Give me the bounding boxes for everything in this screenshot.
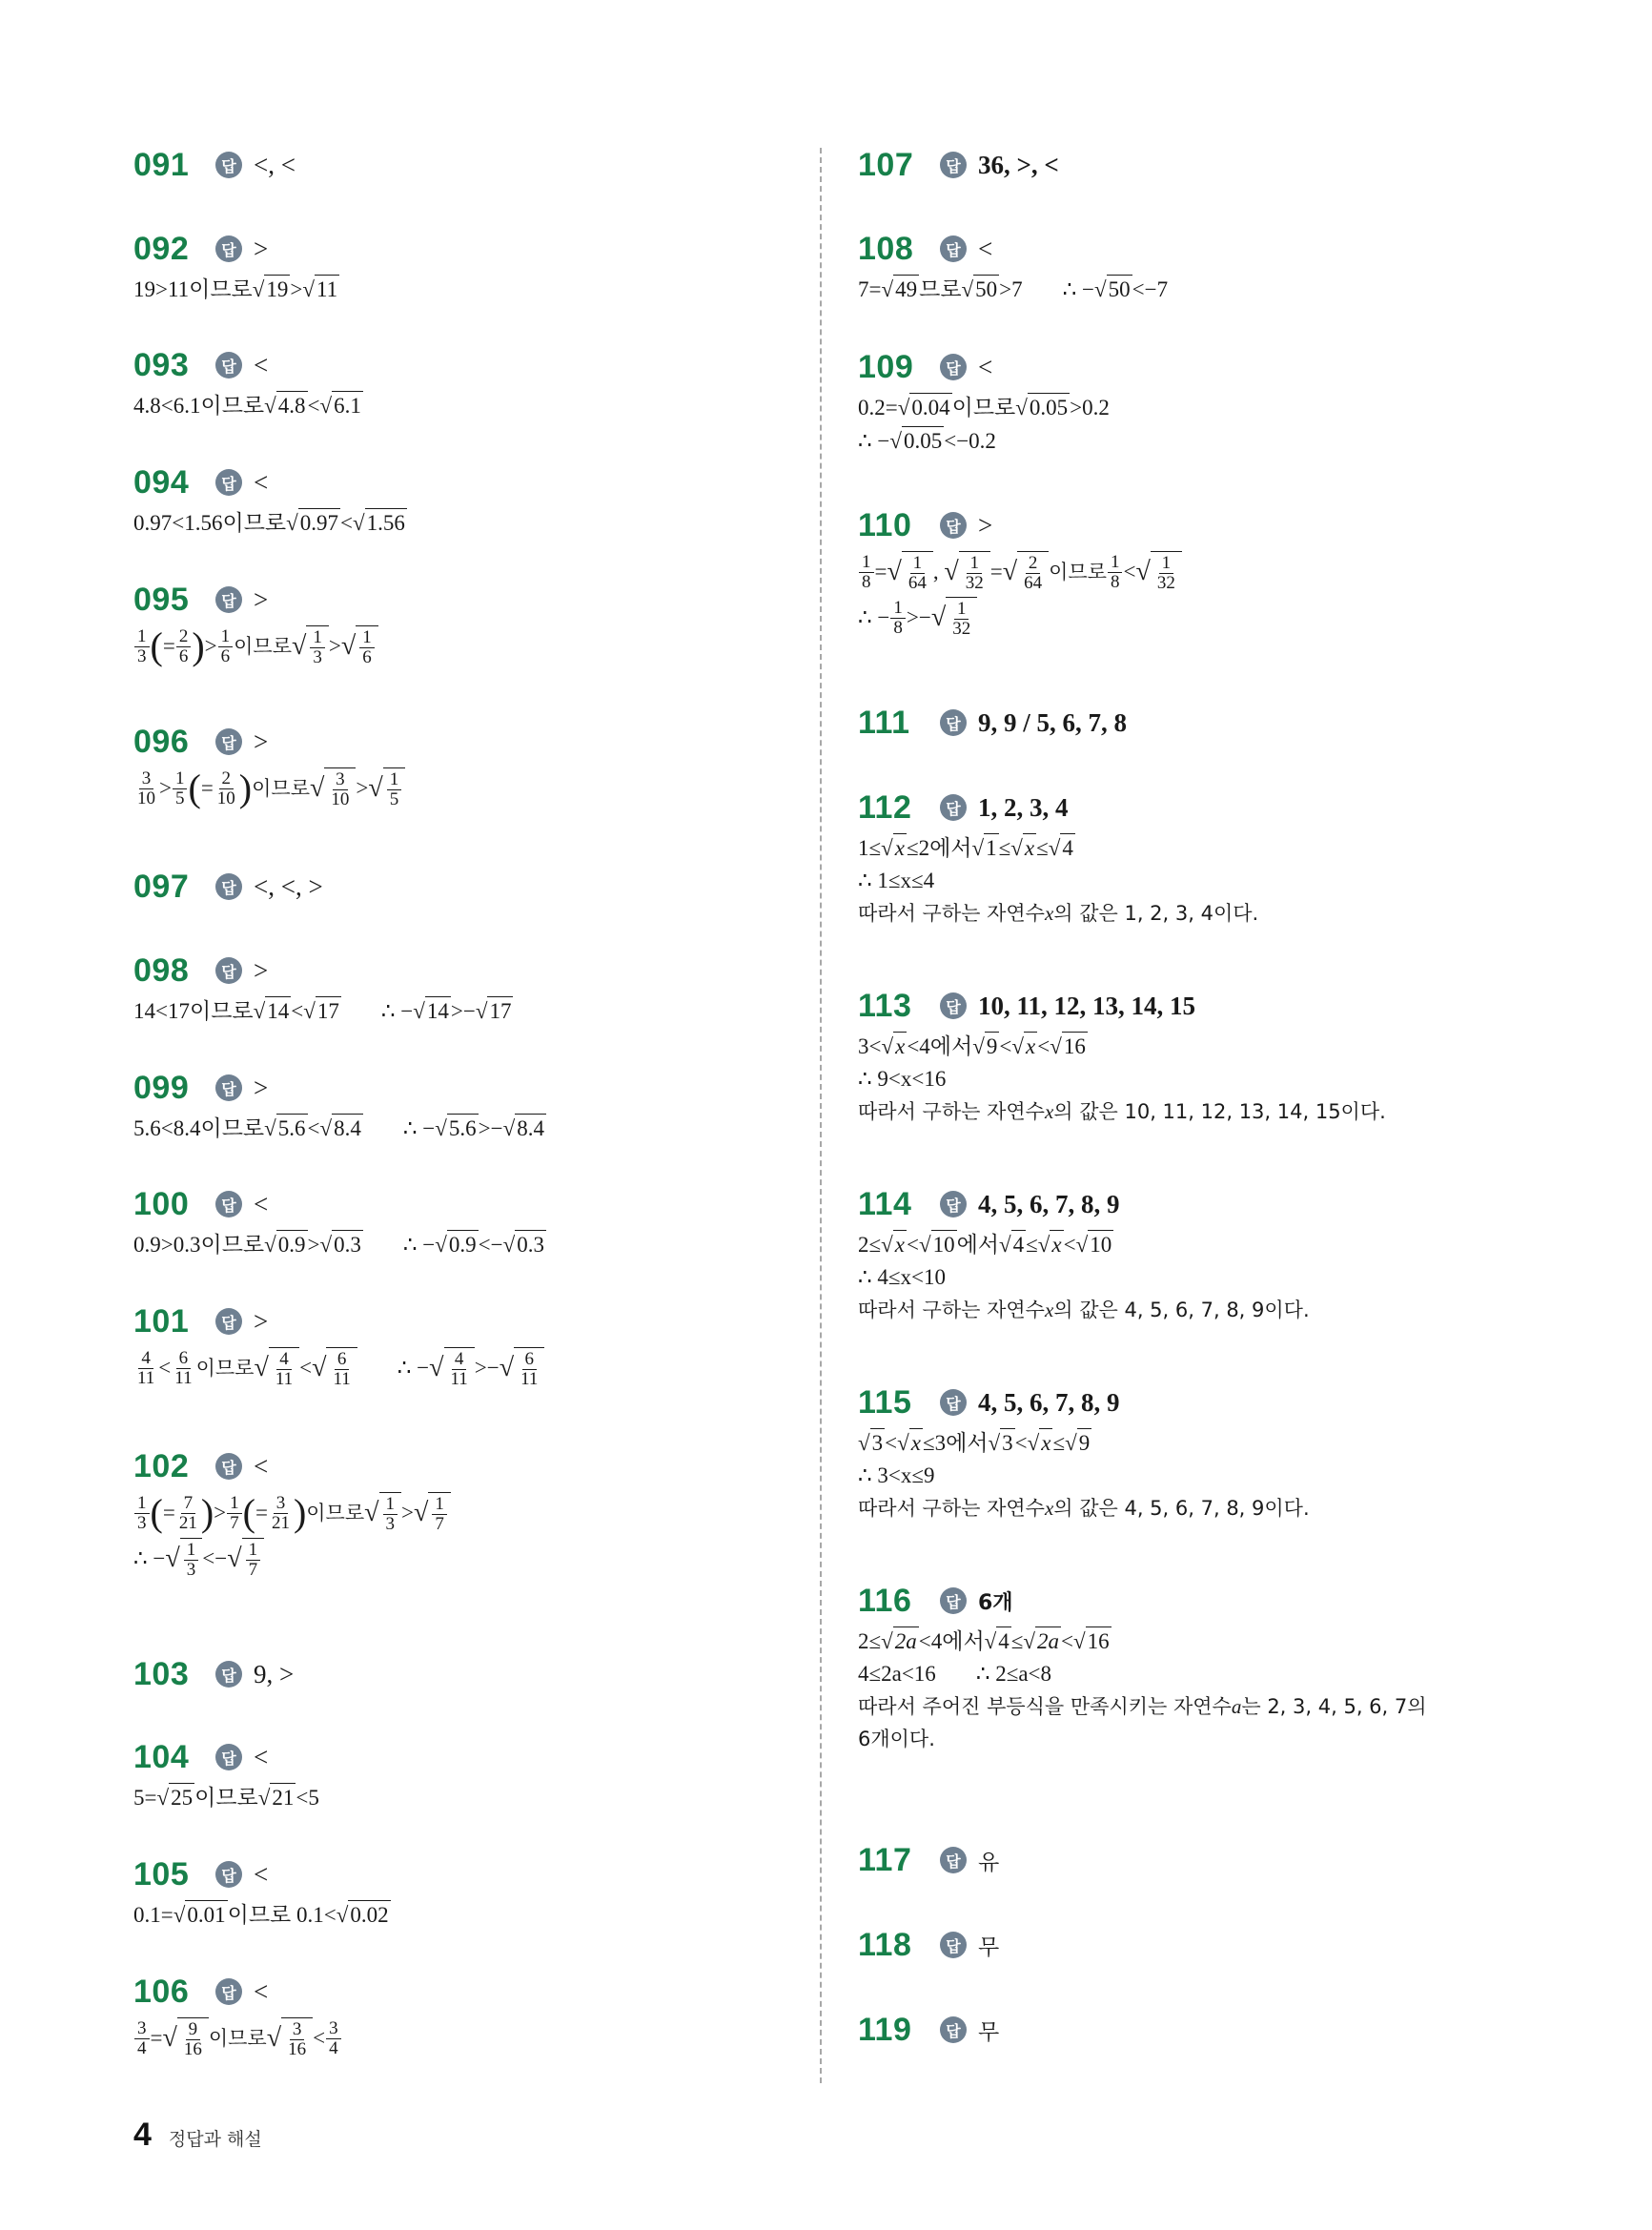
answer: >: [254, 726, 269, 756]
radicand: 6.1: [332, 391, 363, 420]
radicand: 8.4: [515, 1114, 546, 1143]
text: 에서: [956, 1232, 1000, 1257]
problem-117: [858, 1838, 999, 1882]
solution-line: $\frac{4}{11}$ < $\frac{6}{11}$ 이므로 √ $\frac{4}{11}$ < √ $\frac{6}{11}$ ∴ − √ $\frac{4}{11}$ >− √ $\frac{6}{11}$: [133, 1347, 544, 1389]
solution-line: √ 3 < √ x ≤3에서 √ 3 < √ x ≤ √ 9: [858, 1428, 1310, 1458]
solution-line: [858, 1494, 1310, 1523]
answer: <: [254, 467, 269, 497]
radicand: 0.02: [348, 1900, 390, 1930]
answer: 36, >, <: [978, 150, 1059, 179]
answer-badge-icon: 답: [940, 2016, 967, 2043]
text: 4.8<6.1이므로: [133, 393, 265, 418]
radicand: x: [1050, 1230, 1063, 1259]
radicand: 1: [984, 833, 999, 863]
text: <: [1063, 1232, 1076, 1257]
answer: <, <: [254, 150, 296, 179]
solution-line: ∴ − $\frac{1}{8}$ >− √ $\frac{1}{32}$: [858, 597, 1182, 639]
radicand: 4: [1060, 833, 1075, 863]
problem-number: 114: [858, 1185, 912, 1222]
text: >: [307, 1232, 320, 1257]
radicand: 0.01: [185, 1900, 227, 1930]
text: >: [290, 276, 303, 301]
answer-badge-icon: 답: [215, 873, 242, 900]
problem-number: 117: [858, 1841, 912, 1878]
answer-badge-icon: 답: [940, 992, 967, 1019]
text: <−0.2: [944, 428, 996, 453]
text: ∴ −: [402, 1115, 436, 1140]
text: 0.1=: [133, 1902, 173, 1927]
radicand: 50: [973, 275, 999, 304]
problem-number: 097: [133, 868, 190, 905]
text: <: [906, 1232, 919, 1257]
text: 이므로 0.1<: [227, 1902, 337, 1927]
variable: x: [1044, 1299, 1054, 1321]
page-footer: [133, 2117, 262, 2154]
solution-line: 7= √ 49 므로 √ 50 >7 ∴ − √ 50 <−7: [858, 275, 1168, 304]
text: 14<17이므로: [133, 998, 254, 1023]
text: ≤: [1010, 1628, 1024, 1653]
text: 따라서 구하는 자연수: [858, 902, 1045, 925]
solution-line: $\frac{1}{3}$ ( = $\frac{7}{21}$ ) > $\frac{1}{7}$ ( = $\frac{3}{21}$ ) 이므로 √ $\frac{1}{3}$ > √ $\frac{1}{7}$: [133, 1492, 451, 1534]
answer-badge-icon: 답: [215, 1074, 242, 1101]
answer-badge-icon: 답: [940, 1389, 967, 1416]
problem-100: [133, 1182, 546, 1259]
radicand: 49: [893, 275, 919, 304]
answer: 10, 11, 12, 13, 14, 15: [978, 991, 1196, 1020]
problem-101: [133, 1299, 544, 1389]
problem-095: [133, 578, 378, 667]
answer-badge-icon: 답: [215, 352, 242, 378]
problem-114: [858, 1182, 1310, 1324]
problem-099: [133, 1066, 546, 1143]
problem-108: [858, 227, 1168, 304]
radicand: 8.4: [332, 1114, 363, 1143]
problem-number: 104: [133, 1738, 190, 1775]
problem-number: 106: [133, 1973, 190, 2010]
text: <4에서: [918, 1628, 985, 1653]
answer: <: [254, 1189, 269, 1218]
radicand: 14: [265, 996, 291, 1026]
variable: x: [1044, 1497, 1054, 1520]
text: 이므로: [951, 395, 1016, 419]
radicand: 9: [1077, 1428, 1092, 1458]
answer: 무: [978, 2019, 1000, 2045]
problem-number: 092: [133, 230, 190, 267]
text: ∴ −: [402, 1232, 436, 1257]
answer-badge-icon: 답: [215, 469, 242, 496]
problem-number: 102: [133, 1447, 190, 1484]
radicand: 11: [315, 275, 339, 304]
text: 이므로: [306, 1502, 365, 1524]
answer: >: [254, 234, 269, 263]
problem-118: [858, 1923, 999, 1967]
text: 이므로: [194, 1785, 258, 1810]
radicand: 3: [1000, 1428, 1015, 1458]
problem-113: [858, 984, 1386, 1126]
solution-line: 5= √ 25 이므로 √ 21 <5: [133, 1783, 319, 1812]
solution-line: 5.6<8.4이므로 √ 5.6 < √ 8.4 ∴ − √ 5.6 >− √ 8.4: [133, 1114, 546, 1143]
problem-number: 107: [858, 146, 914, 183]
radicand: 5.6: [276, 1114, 308, 1143]
answer-badge-icon: 답: [215, 1191, 242, 1217]
answer-badge-icon: 답: [940, 1587, 967, 1614]
radicand: 16: [1062, 1032, 1088, 1061]
problem-104: [133, 1735, 319, 1812]
answer: 4, 5, 6, 7, 8, 9: [978, 1387, 1120, 1417]
problem-091: [133, 143, 296, 187]
problem-098: [133, 949, 513, 1026]
answer: <: [254, 1859, 269, 1889]
radicand: 1.56: [365, 508, 407, 538]
text: 2≤: [858, 1232, 882, 1257]
problem-number: 108: [858, 230, 914, 267]
problem-number: 113: [858, 987, 912, 1024]
radicand: 2a: [1035, 1626, 1061, 1656]
problem-093: [133, 343, 363, 420]
problem-number: 103: [133, 1655, 190, 1692]
text: <: [307, 393, 320, 418]
answer: <: [254, 1976, 269, 2006]
solution-line: 0.1= √ 0.01 이므로 0.1< √ 0.02: [133, 1900, 391, 1930]
answer: 1, 2, 3, 4: [978, 792, 1069, 822]
solution-line: 0.9>0.3이므로 √ 0.9 > √ 0.3 ∴ − √ 0.9 <− √ 0.3: [133, 1230, 546, 1259]
text: >0.2: [1070, 395, 1110, 419]
problem-number: 105: [133, 1855, 190, 1892]
solution-line: 4.8<6.1이므로 √ 4.8 < √ 6.1: [133, 391, 363, 420]
solution-line: 0.2= √ 0.04 이므로 √ 0.05 >0.2: [858, 393, 1110, 422]
problem-115: [858, 1381, 1310, 1523]
radicand: 4: [1011, 1230, 1027, 1259]
answer: 9, 9 / 5, 6, 7, 8: [978, 707, 1128, 737]
radicand: 0.9: [276, 1230, 308, 1259]
solution-line: ∴ − √ $\frac{1}{3}$ <− √ $\frac{1}{7}$: [133, 1538, 451, 1580]
problem-111: [858, 701, 1127, 745]
answer-badge-icon: 답: [215, 1308, 242, 1335]
problem-number: 098: [133, 951, 190, 989]
radicand: 25: [169, 1783, 194, 1812]
text: 0.9>0.3이므로: [133, 1232, 265, 1257]
text: 2≤: [858, 1628, 882, 1653]
solution-line: $\frac{1}{3}$ ( = $\frac{2}{6}$ ) > $\frac{1}{6}$ 이므로 √ $\frac{1}{3}$ > √ $\frac{1}{6}$: [133, 625, 378, 667]
problem-107: [858, 143, 1059, 187]
radicand: 10: [931, 1230, 957, 1259]
answer: >: [254, 1306, 269, 1336]
answer: <: [978, 352, 993, 381]
text: ≤: [998, 835, 1011, 860]
text: <: [999, 1033, 1012, 1058]
answer: 6개: [978, 1590, 1013, 1615]
problem-109: [858, 345, 1110, 456]
problem-number: 112: [858, 788, 912, 826]
answer: <: [254, 1742, 269, 1771]
answer-badge-icon: 답: [215, 1744, 242, 1770]
text: 는 2, 3, 4, 5, 6, 7의: [1241, 1695, 1427, 1718]
solution-line: $\frac{3}{10}$ > $\frac{1}{5}$ ( = $\frac{2}{10}$ ) 이므로 √ $\frac{3}{10}$ > √ $\frac{1}{5}$: [133, 767, 405, 809]
text: 0.2=: [858, 395, 898, 419]
text: 7=: [858, 276, 882, 301]
problem-096: [133, 720, 405, 809]
radicand: x: [893, 1230, 907, 1259]
text: 의 값은 4, 5, 6, 7, 8, 9이다.: [1053, 1299, 1310, 1321]
text: ∴ −: [380, 998, 414, 1023]
answer-badge-icon: 답: [215, 586, 242, 613]
text: ≤: [1036, 835, 1049, 860]
text: 므로: [919, 276, 962, 301]
radicand: x: [893, 833, 907, 863]
problem-092: [133, 227, 339, 304]
variable: x: [1044, 1100, 1054, 1123]
problem-119: [858, 2008, 999, 2052]
text: ≤: [1026, 1232, 1038, 1257]
problem-number: 096: [133, 723, 190, 760]
solution-line: 6개이다.: [858, 1728, 935, 1750]
text: ≤: [1052, 1430, 1066, 1455]
text: 이므로: [195, 1357, 255, 1380]
answer-badge-icon: 답: [215, 1861, 242, 1888]
radicand: x: [893, 1032, 907, 1061]
radicand: x: [1024, 1032, 1037, 1061]
problem-112: [858, 786, 1258, 928]
solution-line: 3< √ x <4에서 √ 9 < √ x < √ 16: [858, 1032, 1386, 1061]
answer-badge-icon: 답: [940, 235, 967, 262]
answer-badge-icon: 답: [215, 1661, 242, 1688]
text: ≤3에서: [922, 1430, 989, 1455]
text: ∴ −: [858, 428, 890, 453]
answer-badge-icon: 답: [940, 1847, 967, 1873]
radicand: 16: [1086, 1626, 1112, 1656]
radicand: 4.8: [276, 391, 308, 420]
solution-line: 0.97<1.56이므로 √ 0.97 < √ 1.56: [133, 508, 407, 538]
radicand: 3: [870, 1428, 886, 1458]
radicand: 9: [985, 1032, 1000, 1061]
answer: <: [254, 1451, 269, 1481]
problem-number: 110: [858, 506, 912, 543]
answer-badge-icon: 답: [940, 354, 967, 380]
text: 의 값은 1, 2, 3, 4이다.: [1053, 902, 1259, 925]
radicand: 10: [1088, 1230, 1113, 1259]
answer: <: [978, 234, 993, 263]
variable: x: [1044, 902, 1054, 925]
text: 의 값은 10, 11, 12, 13, 14, 15이다.: [1053, 1100, 1386, 1123]
text: 이므로: [234, 635, 292, 658]
text: 5.6<8.4이므로: [133, 1115, 265, 1140]
text: <−: [478, 1232, 503, 1257]
answer-badge-icon: 답: [940, 794, 967, 821]
problem-number: 115: [858, 1383, 912, 1421]
radicand: x: [1039, 1428, 1052, 1458]
solution-line: [858, 899, 1258, 928]
problem-102: [133, 1444, 451, 1580]
text: 따라서 구하는 자연수: [858, 1100, 1045, 1123]
solution-line: 2≤ √ 2a <4에서 √ 4 ≤ √ 2a < √ 16: [858, 1626, 1427, 1656]
answer-badge-icon: 답: [215, 1453, 242, 1480]
solution-line: 1≤ √ x ≤2에서 √ 1 ≤ √ x ≤ √ 4: [858, 833, 1258, 863]
answer-badge-icon: 답: [940, 709, 967, 736]
answer: 무: [978, 1934, 1000, 1960]
problem-number: 100: [133, 1185, 190, 1222]
answer: >: [254, 1073, 269, 1102]
radicand: 19: [264, 275, 290, 304]
solution-line: 2≤ √ x < √ 10 에서 √ 4 ≤ √ x < √ 10: [858, 1230, 1310, 1259]
text: 0.97<1.56이므로: [133, 510, 287, 535]
answer: <: [254, 350, 269, 379]
radicand: x: [909, 1428, 923, 1458]
answer: <, <, >: [254, 871, 323, 901]
radicand: 0.05: [902, 426, 944, 456]
answer: 9, >: [254, 1659, 295, 1688]
variable: a: [1231, 1695, 1242, 1718]
solution-line: [858, 1097, 1386, 1126]
text: 따라서 구하는 자연수: [858, 1497, 1045, 1520]
text: <5: [296, 1785, 319, 1810]
text: <4에서: [907, 1033, 973, 1058]
text: 이므로: [1049, 561, 1107, 583]
solution-line: [858, 1692, 1427, 1721]
radicand: 0.05: [1028, 393, 1070, 422]
text: ≤2에서: [906, 835, 972, 860]
text: ∴ −: [1062, 276, 1095, 301]
solution-line: [858, 1296, 1310, 1324]
text: 5=: [133, 1785, 157, 1810]
text: <: [291, 998, 304, 1023]
text: ∴ 2≤a<8: [975, 1662, 1051, 1686]
problem-number: 116: [858, 1582, 912, 1619]
problem-number: 091: [133, 146, 190, 183]
solution-line: $\frac{3}{4}$ = √ $\frac{9}{16}$ 이므로 √ $\frac{3}{16}$ < $\frac{3}{4}$: [133, 2017, 342, 2059]
text: <: [885, 1430, 898, 1455]
solution-line: ∴ 4≤x<10: [858, 1265, 946, 1289]
problem-number: 101: [133, 1302, 190, 1340]
problem-105: [133, 1852, 391, 1930]
radicand: 17: [316, 996, 341, 1026]
radicand: 0.3: [332, 1230, 363, 1259]
radicand: 4: [996, 1626, 1011, 1656]
text: 3<: [858, 1033, 882, 1058]
problem-106: [133, 1970, 342, 2059]
radicand: 0.97: [298, 508, 340, 538]
solution-line: ∴ 9<x<16: [858, 1067, 947, 1091]
radicand: 5.6: [447, 1114, 479, 1143]
solution-line: [858, 1660, 1427, 1688]
problem-097: [133, 865, 323, 909]
text: <: [307, 1115, 320, 1140]
text: 의 값은 4, 5, 6, 7, 8, 9이다.: [1053, 1497, 1310, 1520]
answer: >: [254, 584, 269, 614]
radicand: 0.04: [909, 393, 951, 422]
answer-badge-icon: 답: [215, 728, 242, 755]
radicand: x: [1023, 833, 1036, 863]
answer-badge-icon: 답: [940, 152, 967, 178]
answer-badge-icon: 답: [215, 1978, 242, 2005]
column-divider: [820, 148, 822, 2083]
radicand: 21: [270, 1783, 296, 1812]
problem-number: 119: [858, 2011, 912, 2048]
text: 이므로: [208, 2027, 267, 2050]
answer: 유: [978, 1850, 1000, 1875]
problem-number: 095: [133, 581, 190, 618]
problem-number: 118: [858, 1926, 912, 1963]
answer-badge-icon: 답: [215, 235, 242, 262]
radicand: 0.3: [515, 1230, 546, 1259]
solution-line: 14<17이므로 √ 14 < √ 17 ∴ − √ 14 >− √ 17: [133, 996, 513, 1026]
text: 따라서 주어진 부등식을 만족시키는 자연수: [858, 1695, 1232, 1718]
problem-number: 093: [133, 346, 190, 383]
radicand: 14: [425, 996, 451, 1026]
solution-line: ∴ 1≤x≤4: [858, 869, 935, 892]
text: <: [1014, 1430, 1028, 1455]
problem-number: 099: [133, 1069, 190, 1106]
text: 따라서 구하는 자연수: [858, 1299, 1045, 1321]
answer: >: [254, 955, 269, 985]
answer-badge-icon: 답: [940, 512, 967, 539]
radicand: 50: [1107, 275, 1132, 304]
text: >−: [450, 998, 476, 1023]
answer-badge-icon: 답: [940, 1191, 967, 1217]
footer-label: 정답과 해설: [168, 2129, 262, 2150]
solution-line: $\frac{1}{8}$ = √ $\frac{1}{64}$ , √ $\frac{1}{32}$ = √ $\frac{2}{64}$ 이므로 $\frac{1}{8}$ < √ $\frac{1}{32}$: [858, 551, 1182, 593]
text: >−: [478, 1115, 503, 1140]
answer-badge-icon: 답: [940, 1932, 967, 1958]
text: <: [1061, 1628, 1074, 1653]
solution-line: ∴ 3<x≤9: [858, 1463, 935, 1487]
answer-badge-icon: 답: [215, 957, 242, 984]
page-number: 4: [133, 2117, 152, 2153]
problem-094: [133, 460, 407, 538]
answer-badge-icon: 답: [215, 152, 242, 178]
answer: >: [978, 510, 993, 540]
text: 19>11이므로: [133, 276, 253, 301]
text: >7: [999, 276, 1023, 301]
problem-103: [133, 1652, 294, 1696]
text: <−7: [1132, 276, 1169, 301]
problem-116: [858, 1579, 1427, 1753]
problem-number: 094: [133, 463, 190, 501]
radicand: 17: [487, 996, 513, 1026]
text: 1≤: [858, 835, 882, 860]
solution-line: 19>11이므로 √ 19 > √ 11: [133, 275, 339, 304]
solution-line: ∴ − √ 0.05 <−0.2: [858, 426, 1110, 456]
text: <: [340, 510, 353, 535]
radicand: 2a: [893, 1626, 919, 1656]
radicand: 0.9: [447, 1230, 479, 1259]
answer: 4, 5, 6, 7, 8, 9: [978, 1189, 1120, 1218]
text: 4≤2a<16: [858, 1662, 936, 1686]
text: <: [1037, 1033, 1050, 1058]
problem-110: [858, 503, 1182, 639]
problem-number: 109: [858, 348, 914, 385]
problem-number: 111: [858, 704, 910, 741]
text: 이므로: [252, 777, 310, 800]
